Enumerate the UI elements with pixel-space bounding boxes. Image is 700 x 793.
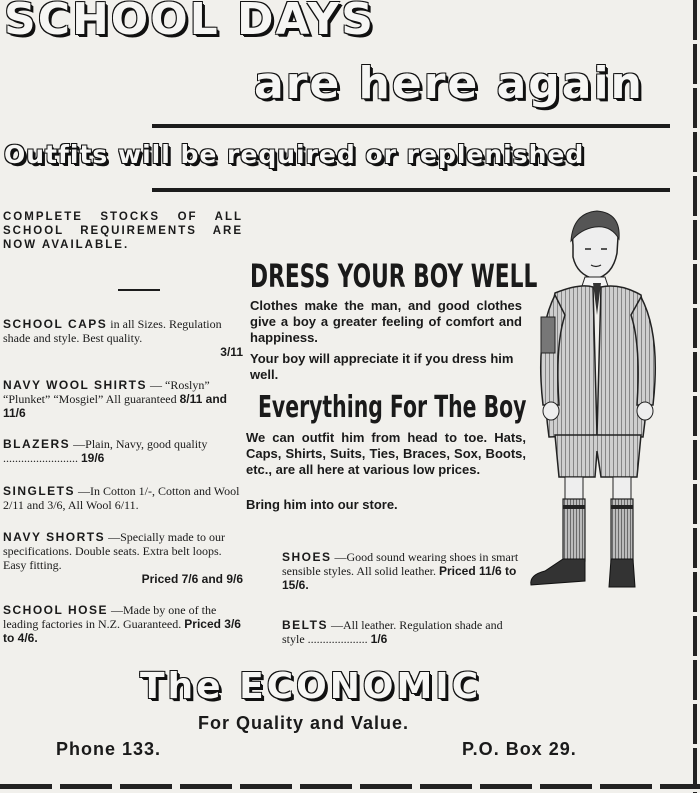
right-border [693,0,697,793]
item-label: BLAZERS [3,437,71,451]
item-desc: —In Cotton 1/-, Cotton and Wool 2/11 and 3/6, All Wool 6/11. [3,484,240,512]
item-desc: —Plain, Navy, good quality ......................... [3,437,208,465]
rule-under-subheadline [152,188,670,192]
bottom-border [0,784,700,789]
item-belts [282,618,522,646]
headline-here-again: are here again [254,58,644,109]
item-desc: —Specially made to our specifications. Double seats. Extra belt loops. Easy fitting. [3,530,226,572]
item-price: 1/6 [370,632,388,646]
item-label: SHOES [282,550,332,564]
item-desc: — “Roslyn” “Plunket” “Mosgiel” All guaranteed [3,378,210,406]
everything-paragraph-2: Bring him into our store. [246,497,398,512]
item-label: NAVY SHORTS [3,530,106,544]
dress-heading: DRESS YOUR BOY WELL [250,257,538,295]
item-price: Priced 11/6 to 15/6. [282,564,517,592]
item-shoes [282,550,522,592]
item-label: BELTS [282,618,328,632]
item-price: 19/6 [81,451,105,465]
item-desc: —All leather. Regulation shade and style .................... [282,618,503,646]
item-desc: in all Sizes. Regulation shade and style. Best quality. [3,317,222,345]
item-blazers [3,437,243,465]
item-price: 3/11 [220,345,243,359]
item-label: NAVY WOOL SHIRTS [3,378,148,392]
subheadline: Outfits will be required or replenished [4,140,585,169]
item-navy-shorts [3,530,243,586]
item-singlets [3,484,243,512]
item-school-caps [3,317,243,359]
item-label: SINGLETS [3,484,76,498]
short-divider [118,289,160,291]
item-desc: —Good sound wearing shoes in smart sensible styles. All solid leather. [282,550,519,578]
item-price: Priced 7/6 and 9/6 [141,572,243,586]
phone-number: Phone 133. [56,739,162,759]
item-price: Priced 3/6 to 4/6. [3,617,241,645]
item-desc: —Made by one of the leading factories in N.Z. Guaranteed. [3,603,217,631]
item-school-hose [3,603,243,645]
item-navy-wool-shirts [3,378,243,420]
dress-paragraph-1: Clothes make the man, and good clothes give a boy a greater feeling of comfort and happiness. [250,298,522,345]
tagline: For Quality and Value. [198,713,410,733]
item-label: SCHOOL CAPS [3,317,108,331]
everything-heading: Everything For The Boy [258,390,527,425]
intro-text: COMPLETE STOCKS OF ALL SCHOOL REQUIREMENTS ARE NOW AVAILABLE. [3,211,243,251]
everything-paragraph-1: We can outfit him from head to toe. Hats, Caps, Shirts, Suits, Ties, Braces, Sox, Boots, etc., are all here at various low prices. [246,430,526,477]
po-box: P.O. Box 29. [462,739,577,759]
headline-school-days: SCHOOL DAYS [4,0,375,45]
item-price: 8/11 and 11/6 [3,392,227,420]
dress-paragraph-2: Your boy will appreciate it if you dress him well. [250,351,514,382]
item-label: SCHOOL HOSE [3,603,108,617]
store-name: The ECONOMIC [140,666,482,707]
boy-illustration [525,205,675,595]
rule-top [152,124,670,128]
